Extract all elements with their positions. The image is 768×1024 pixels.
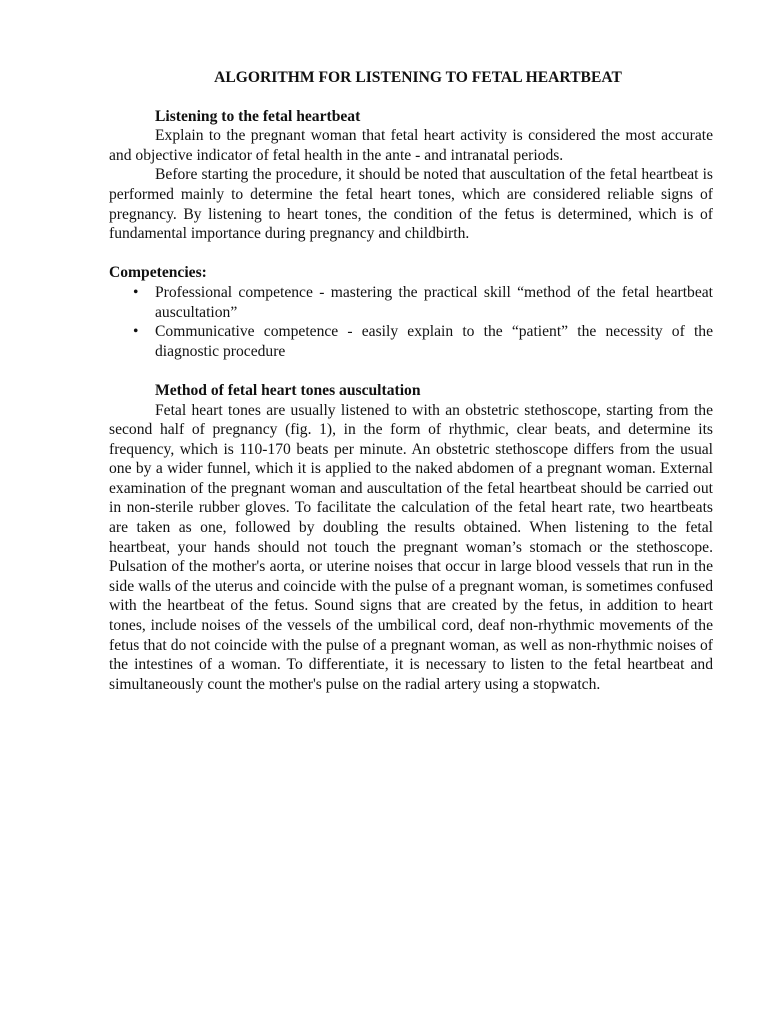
bullet-icon: •: [133, 323, 139, 341]
competencies-heading: Competencies:: [109, 264, 207, 282]
list-item: [109, 322, 713, 361]
blank-line: [109, 361, 713, 381]
paragraph-intro: Explain to the pregnant woman that fetal heart activity is considered the most accurate and objective indicator of fetal health in the ante - and intranatal periods.: [109, 127, 713, 164]
blank-line: [109, 244, 713, 264]
paragraph-method: Fetal heart tones are usually listened to with an obstetric stethoscope, starting from the second half of pregnancy (fig. 1), in the form of rhythmic, clear beats, and determine its frequency, which is 110-170 beats per minute. An obstetric stethoscope differs from the usual one by a wider funnel, which it is applied to the naked abdomen of a pregnant woman. External examination of the pregnant woman and auscultation of the fetal heartbeat should be carried out in non-sterile rubber gloves. To facilitate the calculation of the fetal heart rate, two heartbeats are taken as one, followed by doubling the results obtained. When listening to the fetal heartbeat, your hands should not touch the pregnant woman’s stomach or the stethoscope. Pulsation of the mother's aorta, or uterine noises that occur in large blood vessels that run in the side walls of the uterus and coincide with the pulse of a pregnant woman, is sometimes confused with the heartbeat of the fetus. Sound signs that are created by the fetus, in addition to heart tones, include noises of the vessels of the umbilical cord, deaf non-rhythmic movements of the fetus that do not coincide with the pulse of a pregnant woman, as well as non-rhythmic noises of the intestines of a woman. To differentiate, it is necessary to listen to the fetal heartbeat and simultaneously count the mother's pulse on the radial artery using a stopwatch.: [109, 401, 713, 693]
document-page: [109, 68, 713, 694]
list-item-text: Communicative competence - easily explain to the “patient” the necessity of the diagnostic procedure: [155, 323, 713, 360]
bullet-icon: •: [133, 283, 139, 301]
list-item: [109, 283, 713, 322]
document-title: ALGORITHM FOR LISTENING TO FETAL HEARTBEAT: [214, 69, 622, 86]
paragraph-procedure: Before starting the procedure, it should be noted that auscultation of the fetal heartbeat is performed mainly to determine the fetal heart tones, which are considered reliable signs of pregnancy. By listening to heart tones, the condition of the fetus is determined, which is of fundamental importance during pregnancy and childbirth.: [109, 166, 713, 243]
competencies-list: [109, 283, 713, 361]
list-item-text: Professional competence - mastering the practical skill “method of the fetal heartbeat auscultation”: [155, 283, 713, 321]
section-heading-listening: Listening to the fetal heartbeat: [155, 107, 361, 125]
section-heading-method: Method of fetal heart tones auscultation: [155, 381, 421, 399]
